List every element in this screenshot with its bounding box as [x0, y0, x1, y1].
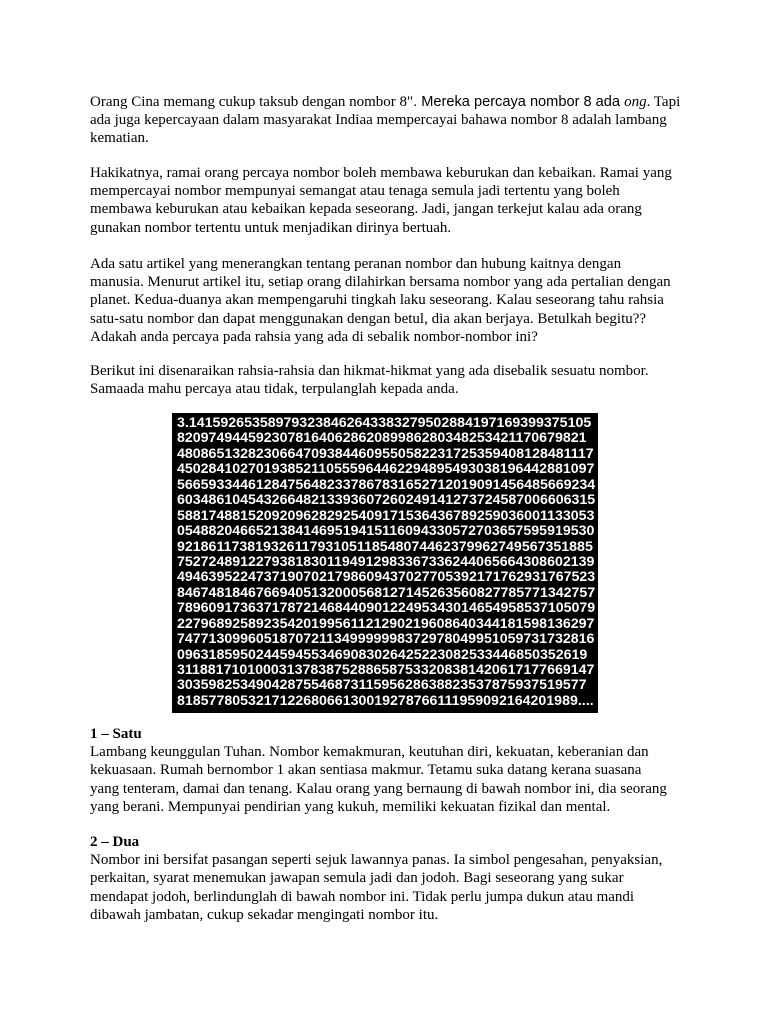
- pi-digit-row: 45028410270193852110555964462294895493038196442881097: [177, 461, 595, 478]
- paragraph-intro: [90, 93, 680, 148]
- text-line: Lambang keunggulan Tuhan. Nombor kemakmuran, keutuhan diri, kekuatan, keberanian dan: [90, 744, 649, 761]
- pi-digit-row: 49463952247371907021798609437027705392171762931767523: [177, 569, 596, 586]
- paragraph-artikel: [90, 255, 671, 346]
- pi-digit-row: 05488204665213841469519415116094330572703657595919530: [177, 523, 595, 540]
- section-heading: 2 – Dua: [90, 834, 140, 850]
- text-line: kekuasaan. Rumah bernombor 1 akan sentiasa makmur. Tetamu suka datang kerana suasana: [90, 762, 642, 779]
- text-line: Samaada mahu percaya atau tidak, terpulanglah kepada anda.: [90, 381, 459, 398]
- text-line: Hakikatnya, ramai orang percaya nombor boleh membawa keburukan dan kebaikan. Ramai yang: [90, 165, 672, 181]
- pi-digit-row: 8209749445923078164062862089986280348253421170679821: [177, 430, 587, 447]
- pi-digit-row: 78960917363717872146844090122495343014654958537105079: [177, 600, 596, 617]
- text-line: gunakan nombor tertentu untuk menjadikan dirinya bertuah.: [90, 219, 452, 236]
- section-heading: 1 – Satu: [90, 726, 142, 742]
- text-line: membawa keburukan atau kebaikan kepada seseorang. Jadi, jangan terkejut kalau ada orang: [90, 201, 642, 218]
- pi-digit-row: 75272489122793818301194912983367336244065664308602139: [177, 553, 595, 570]
- text-segment: Orang Cina memang cukup taksub dengan nombor 8": [90, 94, 414, 110]
- section-dua: [90, 833, 662, 924]
- text-segment-italic: ong: [624, 94, 647, 110]
- text-line: Nombor ini bersifat pasangan seperti sejuk lawannya panas. Ia simbol pengesahan, penyaksian,: [90, 852, 663, 869]
- text-line: mendapat jodoh, berlindunglah di bawah nombor ini. Tidak perlu jumpa dukun atau mandi: [90, 888, 635, 905]
- text-line: ada juga kepercayaan dalam masyarakat Indiaa mempercayai bahawa nombor 8 adalah lambang: [90, 112, 667, 129]
- pi-digit-row: 3.141592653589793238462643383279502884197169399375105: [177, 415, 592, 431]
- text-line: mempercayai nombor mempunyai semangat atau tenaga semula jadi tertentu yang boleh: [90, 183, 620, 200]
- text-line: Adakah anda percaya pada rahsia yang ada di sebalik nombor-nombor ini?: [90, 328, 538, 345]
- pi-digit-row: 31188171010003137838752886587533208381420617177669147: [177, 662, 595, 678]
- pi-digit-row: 22796892589235420199561121290219608640344181598136297: [177, 615, 595, 632]
- pi-digits-image: [172, 413, 598, 713]
- paragraph-berikut: [90, 362, 649, 398]
- text-line: kematian.: [90, 130, 149, 147]
- text-line: Ada satu artikel yang menerangkan tentang peranan nombor dan hubung kaitnya dengan: [90, 256, 622, 272]
- text-line: [90, 93, 680, 111]
- pi-digit-row: 92186117381932611793105118548074462379962749567351885: [177, 538, 593, 555]
- pi-digit-row: 3035982534904287554687311595628638823537875937519577: [177, 677, 587, 694]
- pi-digit-row: 0963185950244594553469083026425223082533446850352619: [177, 646, 588, 663]
- text-line: Berikut ini disenaraikan rahsia-rahsia dan hikmat-hikmat yang ada disebalik sesuatu nombor.: [90, 363, 649, 379]
- pi-digit-row: 60348610454326648213393607260249141273724587006606315: [177, 492, 596, 509]
- text-segment: . Tapi: [646, 94, 681, 110]
- text-line: manusia. Menurut artikel itu, setiap orang dilahirkan bersama nombor yang ada pertalian dengan: [90, 274, 671, 291]
- text-line: perkaitan, syarat menemukan jawapan semula jadi dan jodoh. Bagi seseorang yang sukar: [90, 870, 624, 887]
- text-line: yang tenteram, damai dan tenang. Kalau orang yang bernaung di bawah nombor ini, dia seorang: [90, 780, 667, 797]
- pi-digit-row: 74771309960518707211349999998372978049951059731732816: [177, 631, 595, 648]
- text-line: satu-satu nombor dan dapat menggunakan dengan betul, dia akan berjaya. Betulkah begitu??: [90, 310, 647, 327]
- pi-digit-row: 84674818467669405132000568127145263560827785771342757: [177, 584, 596, 601]
- pi-digit-row: 818577805321712268066130019278766111959092164201989....: [177, 692, 594, 709]
- pi-digit-row: 56659334461284756482337867831652712019091456485669234: [177, 476, 596, 493]
- text-line: dibawah jambatan, cukup sekadar mengingati nombor itu.: [90, 906, 439, 923]
- text-line: yang berani. Mempunyai pendirian yang kukuh, memiliki kekuatan fizikal dan mental.: [90, 798, 611, 815]
- pi-digit-row: 58817488152092096282925409171536436789259036001133053: [177, 507, 595, 524]
- text-line: planet. Kedua-duanya akan mempengaruhi tingkah laku seseorang. Kalau seseorang tahu rahsia: [90, 292, 664, 309]
- text-segment-sans: . Mereka percaya nombor 8 ada: [413, 94, 625, 110]
- pi-digit-row: 48086513282306647093844609550582231725359408128481117: [177, 445, 594, 462]
- paragraph-hakikatnya: [90, 164, 672, 237]
- section-satu: [90, 725, 667, 816]
